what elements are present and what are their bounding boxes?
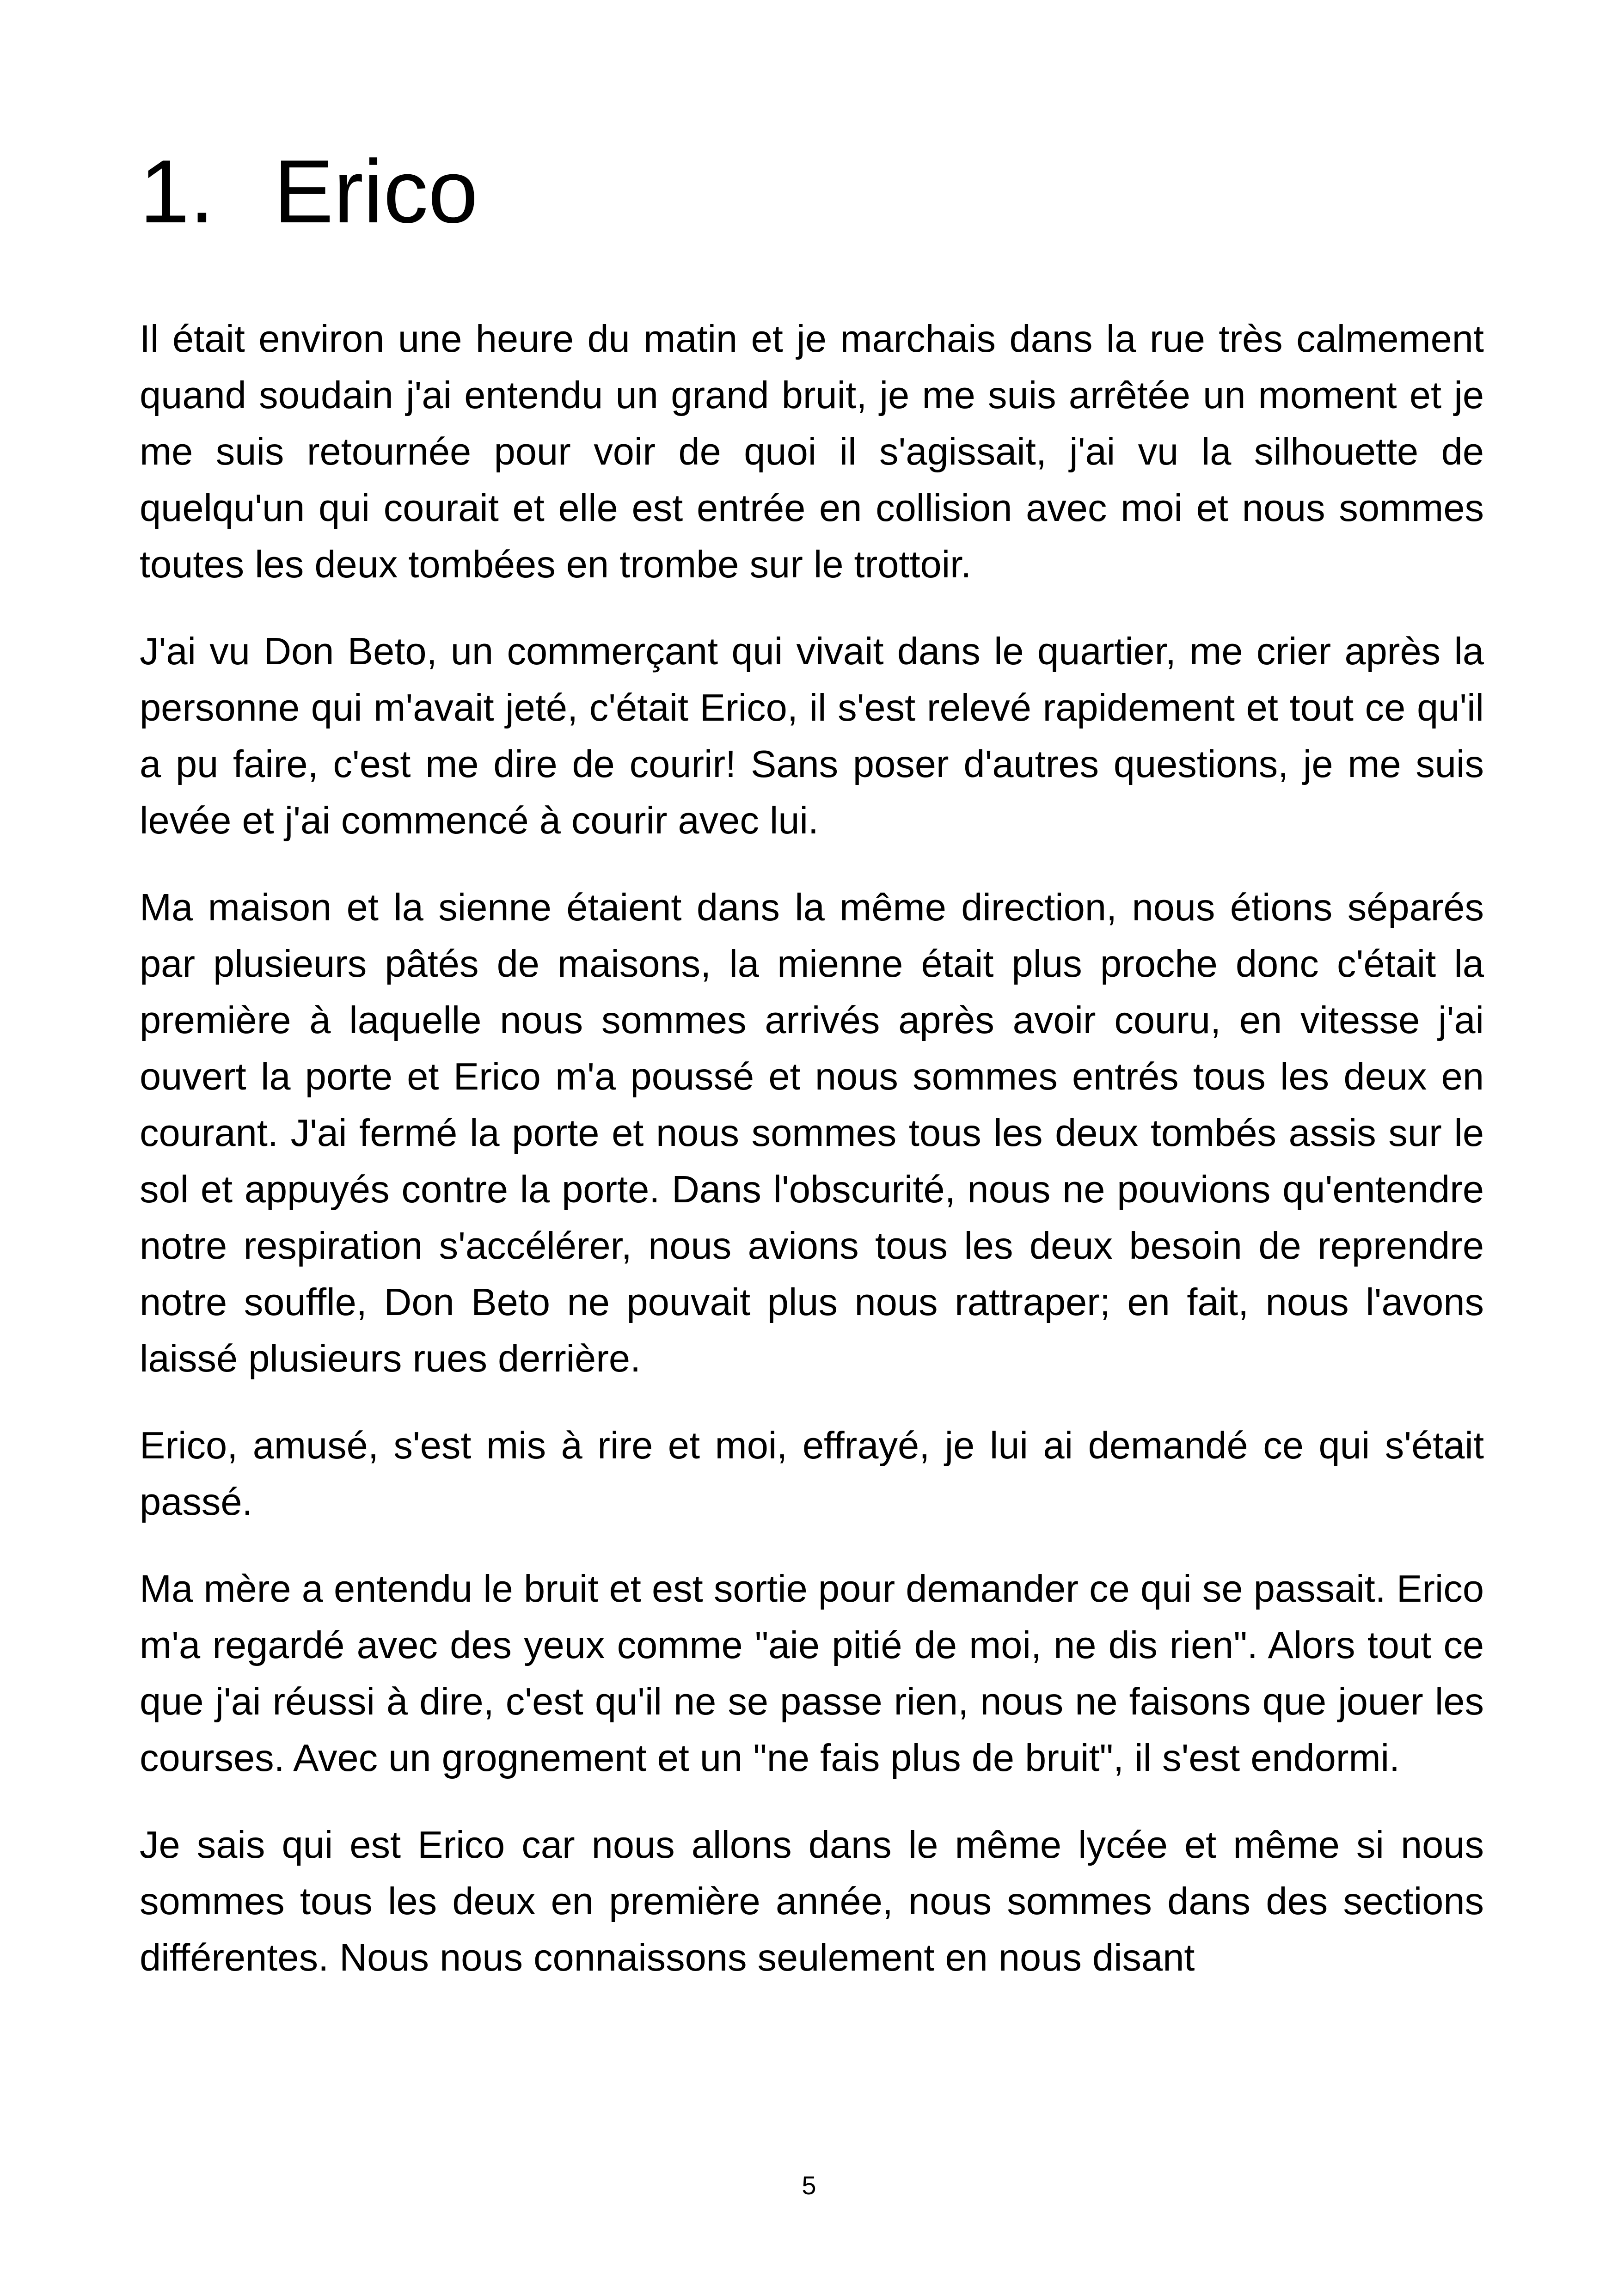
paragraph: Il était environ une heure du matin et je marchais dans la rue très calmement quand soudain j'ai entendu un grand bruit, je me suis arrêtée un moment et je me suis retournée pour voir de quoi il s'agissait, j'ai vu la silhouette de quelqu'un qui courait et elle est entrée en collision avec moi et nous sommes toutes les deux tombées en trombe sur le trottoir. <box>140 317 1484 586</box>
paragraph: Ma maison et la sienne étaient dans la même direction, nous étions séparés par plusieurs pâtés de maisons, la mienne était plus proche donc c'était la première à laquelle nous sommes arrivés après avoir couru, en vitesse j'ai ouvert la porte et Erico m'a poussé et nous sommes entrés tous les deux en courant. J'ai fermé la porte et nous sommes tous les deux tombés assis sur le sol et appuyés contre la porte. Dans l'obscurité, nous ne pouvions qu'entendre notre respiration s'accélérer, nous avions tous les deux besoin de reprendre notre souffle, Don Beto ne pouvait plus nous rattraper; en fait, nous l'avons laissé plusieurs rues derrière. <box>140 886 1484 1380</box>
paragraph: Erico, amusé, s'est mis à rire et moi, effrayé, je lui ai demandé ce qui s'était passé. <box>140 1424 1484 1523</box>
chapter-title: Erico <box>274 141 478 242</box>
paragraph: Je sais qui est Erico car nous allons dans le même lycée et même si nous sommes tous les deux en première année, nous sommes dans des sections différentes. Nous nous connaissons seulement en nous disant <box>140 1823 1484 1979</box>
paragraph: Ma mère a entendu le bruit et est sortie pour demander ce qui se passait. Erico m'a regardé avec des yeux comme "aie pitié de moi, ne dis rien". Alors tout ce que j'ai réussi à dire, c'est qu'il ne se passe rien, nous ne faisons que jouer les courses. Avec un grognement et un "ne fais plus de bruit", il s'est endormi. <box>140 1567 1484 1779</box>
body-text <box>140 311 1484 2016</box>
paragraph: J'ai vu Don Beto, un commerçant qui vivait dans le quartier, me crier après la personne qui m'avait jeté, c'était Erico, il s'est relevé rapidement et tout ce qu'il a pu faire, c'est me dire de courir! Sans poser d'autres questions, je me suis levée et j'ai commencé à courir avec lui. <box>140 630 1484 842</box>
chapter-heading <box>140 141 1480 242</box>
chapter-number: 1. <box>140 141 215 242</box>
page-number: 5 <box>802 2171 816 2200</box>
